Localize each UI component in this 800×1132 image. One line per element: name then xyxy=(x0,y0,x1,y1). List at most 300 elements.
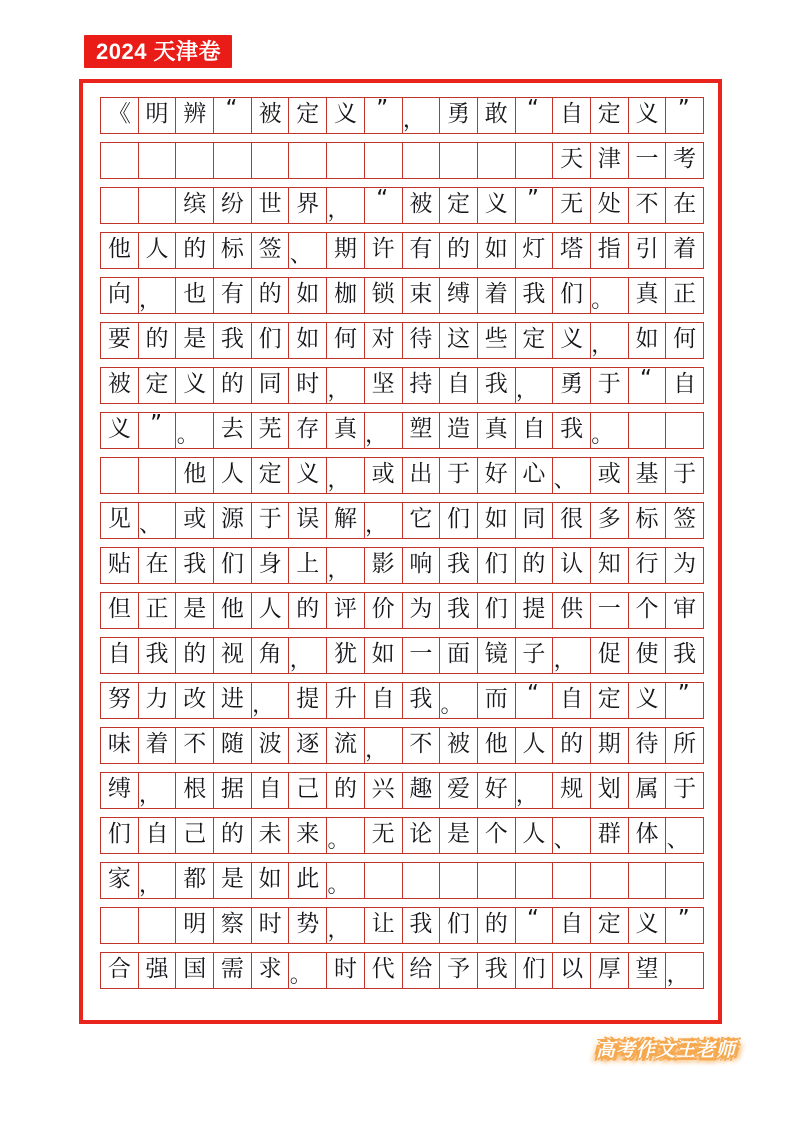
manuscript-char: 是 xyxy=(183,326,207,352)
manuscript-cell xyxy=(516,458,554,493)
manuscript-char: 自 xyxy=(371,686,395,712)
manuscript-char: 如 xyxy=(296,281,320,307)
manuscript-char: 身 xyxy=(258,551,282,577)
manuscript-char: 代 xyxy=(371,956,395,982)
manuscript-cell xyxy=(403,188,441,223)
manuscript-cell xyxy=(214,638,252,673)
manuscript-row xyxy=(100,232,704,269)
manuscript-cell xyxy=(139,773,177,808)
manuscript-cell xyxy=(478,818,516,853)
manuscript-char: 我 xyxy=(183,551,207,577)
manuscript-char: 己 xyxy=(296,776,320,802)
manuscript-cell xyxy=(591,863,629,898)
manuscript-char: 的 xyxy=(560,731,584,757)
manuscript-cell xyxy=(553,323,591,358)
manuscript-cell xyxy=(516,953,554,988)
manuscript-char: 我 xyxy=(145,641,169,667)
manuscript-cell xyxy=(403,773,441,808)
manuscript-cell xyxy=(591,143,629,178)
manuscript-cell xyxy=(176,143,214,178)
manuscript-cell xyxy=(139,233,177,268)
manuscript-cell xyxy=(403,818,441,853)
manuscript-cell xyxy=(629,188,667,223)
manuscript-cell xyxy=(440,593,478,628)
manuscript-char: 或 xyxy=(371,461,395,487)
manuscript-char: 个 xyxy=(635,596,659,622)
manuscript-cell xyxy=(139,548,177,583)
manuscript-cell xyxy=(176,413,214,448)
manuscript-cell xyxy=(327,143,365,178)
manuscript-char: 义 xyxy=(635,101,659,127)
manuscript-cell xyxy=(629,908,667,943)
manuscript-char: 于 xyxy=(258,506,282,532)
manuscript-char: 不 xyxy=(183,731,207,757)
manuscript-cell xyxy=(214,548,252,583)
manuscript-char: 时 xyxy=(333,956,357,982)
manuscript-cell xyxy=(516,593,554,628)
manuscript-char: 人 xyxy=(258,596,282,622)
manuscript-char: 提 xyxy=(522,596,546,622)
manuscript-cell xyxy=(365,683,403,718)
manuscript-row xyxy=(100,367,704,404)
manuscript-char: ” xyxy=(677,908,690,932)
manuscript-char: 让 xyxy=(371,911,395,937)
manuscript-cell xyxy=(478,773,516,808)
manuscript-char: 如 xyxy=(484,506,508,532)
manuscript-cell xyxy=(101,413,139,448)
manuscript-char: 为 xyxy=(673,551,697,577)
manuscript-char: 些 xyxy=(484,326,508,352)
manuscript-char: 的 xyxy=(333,776,357,802)
manuscript-cell xyxy=(365,593,403,628)
manuscript-cell xyxy=(478,953,516,988)
manuscript-char: 我 xyxy=(409,911,433,937)
manuscript-char: 规 xyxy=(560,776,584,802)
manuscript-cell xyxy=(139,503,177,538)
manuscript-cell xyxy=(327,953,365,988)
manuscript-char: 、 xyxy=(553,467,576,493)
manuscript-char: ， xyxy=(252,692,275,718)
manuscript-cell xyxy=(214,233,252,268)
manuscript-char: ， xyxy=(365,422,388,448)
manuscript-cell xyxy=(553,143,591,178)
manuscript-char: 有 xyxy=(220,281,244,307)
manuscript-char: 们 xyxy=(258,326,282,352)
manuscript-char: 义 xyxy=(560,326,584,352)
manuscript-cell xyxy=(591,188,629,223)
manuscript-char: 无 xyxy=(560,191,584,217)
manuscript-char: 枷 xyxy=(333,281,357,307)
manuscript-char: 使 xyxy=(635,641,659,667)
manuscript-char: 正 xyxy=(673,281,697,307)
manuscript-char: 被 xyxy=(107,371,131,397)
manuscript-cell xyxy=(365,143,403,178)
manuscript-row xyxy=(100,277,704,314)
manuscript-char: 芜 xyxy=(258,416,282,442)
manuscript-char: 、 xyxy=(139,512,162,538)
manuscript-char: 有 xyxy=(409,236,433,262)
manuscript-char: 误 xyxy=(296,506,320,532)
manuscript-cell xyxy=(553,278,591,313)
manuscript-char: 的 xyxy=(183,236,207,262)
manuscript-cell xyxy=(176,908,214,943)
manuscript-cell xyxy=(553,548,591,583)
manuscript-char: “ xyxy=(526,908,539,932)
manuscript-char: 是 xyxy=(447,821,471,847)
manuscript-cell xyxy=(553,773,591,808)
manuscript-char: 正 xyxy=(145,596,169,622)
manuscript-cell xyxy=(214,908,252,943)
manuscript-cell xyxy=(176,773,214,808)
manuscript-char: 他 xyxy=(107,236,131,262)
manuscript-cell xyxy=(289,413,327,448)
manuscript-cell xyxy=(252,638,290,673)
manuscript-cell xyxy=(403,413,441,448)
manuscript-grid xyxy=(100,97,704,989)
manuscript-char: ” xyxy=(677,98,690,122)
manuscript-cell xyxy=(252,548,290,583)
manuscript-cell xyxy=(327,863,365,898)
manuscript-cell xyxy=(101,683,139,718)
manuscript-cell xyxy=(176,863,214,898)
manuscript-cell xyxy=(440,638,478,673)
manuscript-cell xyxy=(327,638,365,673)
manuscript-cell xyxy=(101,233,139,268)
manuscript-char: 的 xyxy=(220,371,244,397)
manuscript-cell xyxy=(101,953,139,988)
manuscript-cell xyxy=(101,728,139,763)
manuscript-char: 、 xyxy=(289,242,312,268)
manuscript-cell xyxy=(629,503,667,538)
watermark-label: 高考作文王老师 xyxy=(595,1038,736,1061)
manuscript-cell xyxy=(553,593,591,628)
manuscript-char: 我 xyxy=(560,416,584,442)
manuscript-cell xyxy=(289,773,327,808)
manuscript-cell xyxy=(176,368,214,403)
manuscript-cell xyxy=(214,953,252,988)
manuscript-char: 于 xyxy=(673,461,697,487)
manuscript-cell xyxy=(666,953,704,988)
manuscript-char: 群 xyxy=(597,821,621,847)
manuscript-char: 定 xyxy=(258,461,282,487)
manuscript-char: ， xyxy=(402,107,425,133)
manuscript-char: 好 xyxy=(484,776,508,802)
manuscript-cell xyxy=(516,908,554,943)
manuscript-cell xyxy=(365,98,403,133)
manuscript-char: 何 xyxy=(333,326,357,352)
manuscript-cell xyxy=(139,818,177,853)
manuscript-cell xyxy=(478,413,516,448)
manuscript-row xyxy=(100,682,704,719)
manuscript-char: 在 xyxy=(145,551,169,577)
manuscript-row xyxy=(100,547,704,584)
manuscript-cell xyxy=(516,143,554,178)
manuscript-cell xyxy=(214,683,252,718)
manuscript-cell xyxy=(214,413,252,448)
manuscript-char: 存 xyxy=(296,416,320,442)
manuscript-char: 期 xyxy=(333,236,357,262)
manuscript-cell xyxy=(101,593,139,628)
manuscript-cell xyxy=(478,458,516,493)
manuscript-cell xyxy=(403,458,441,493)
manuscript-char: 。 xyxy=(591,422,614,448)
manuscript-cell xyxy=(252,908,290,943)
manuscript-char: 角 xyxy=(258,641,282,667)
manuscript-char: 而 xyxy=(484,686,508,712)
manuscript-cell xyxy=(440,683,478,718)
manuscript-cell xyxy=(403,863,441,898)
manuscript-cell xyxy=(176,278,214,313)
manuscript-cell xyxy=(327,818,365,853)
manuscript-cell xyxy=(365,953,403,988)
manuscript-cell xyxy=(629,323,667,358)
manuscript-cell xyxy=(629,458,667,493)
manuscript-char: 见 xyxy=(107,506,131,532)
manuscript-char: 以 xyxy=(560,956,584,982)
manuscript-cell xyxy=(403,233,441,268)
manuscript-cell xyxy=(101,818,139,853)
manuscript-char: 面 xyxy=(447,641,471,667)
manuscript-cell xyxy=(365,233,403,268)
manuscript-cell xyxy=(101,278,139,313)
manuscript-char: 敢 xyxy=(484,101,508,127)
manuscript-cell xyxy=(139,188,177,223)
manuscript-cell xyxy=(327,728,365,763)
manuscript-cell xyxy=(666,458,704,493)
manuscript-char: 们 xyxy=(484,551,508,577)
manuscript-cell xyxy=(440,98,478,133)
manuscript-cell xyxy=(289,188,327,223)
manuscript-cell xyxy=(139,953,177,988)
manuscript-cell xyxy=(252,953,290,988)
manuscript-char: 们 xyxy=(220,551,244,577)
manuscript-cell xyxy=(440,548,478,583)
manuscript-cell xyxy=(666,908,704,943)
manuscript-row xyxy=(100,952,704,989)
manuscript-cell xyxy=(629,953,667,988)
manuscript-char: 义 xyxy=(107,416,131,442)
manuscript-char: ， xyxy=(591,332,614,358)
manuscript-char: 。 xyxy=(289,962,312,988)
manuscript-char: 响 xyxy=(409,551,433,577)
manuscript-char: 许 xyxy=(371,236,395,262)
manuscript-cell xyxy=(101,323,139,358)
manuscript-cell xyxy=(478,278,516,313)
manuscript-cell xyxy=(139,98,177,133)
watermark xyxy=(566,1028,766,1068)
manuscript-row xyxy=(100,637,704,674)
manuscript-char: ， xyxy=(289,647,312,673)
manuscript-char: 人 xyxy=(145,236,169,262)
manuscript-char: 向 xyxy=(107,281,131,307)
manuscript-cell xyxy=(516,863,554,898)
manuscript-cell xyxy=(478,143,516,178)
manuscript-char: ” xyxy=(376,98,389,122)
manuscript-cell xyxy=(403,323,441,358)
manuscript-cell xyxy=(365,278,403,313)
manuscript-char: “ xyxy=(640,368,652,392)
manuscript-cell xyxy=(478,98,516,133)
manuscript-char: 缚 xyxy=(107,776,131,802)
manuscript-cell xyxy=(440,413,478,448)
manuscript-cell xyxy=(553,908,591,943)
manuscript-cell xyxy=(289,368,327,403)
manuscript-char: 定 xyxy=(522,326,546,352)
manuscript-cell xyxy=(365,728,403,763)
exam-paper-badge xyxy=(84,35,232,68)
manuscript-char: 自 xyxy=(560,911,584,937)
manuscript-char: 不 xyxy=(409,731,433,757)
manuscript-cell xyxy=(403,278,441,313)
manuscript-char: 自 xyxy=(145,821,169,847)
manuscript-char: 如 xyxy=(296,326,320,352)
manuscript-cell xyxy=(101,908,139,943)
manuscript-char: ， xyxy=(139,782,162,808)
manuscript-cell xyxy=(516,233,554,268)
manuscript-cell xyxy=(440,143,478,178)
manuscript-cell xyxy=(553,953,591,988)
manuscript-char: 签 xyxy=(258,236,282,262)
manuscript-cell xyxy=(252,323,290,358)
manuscript-cell xyxy=(289,908,327,943)
manuscript-cell xyxy=(666,278,704,313)
manuscript-cell xyxy=(478,323,516,358)
manuscript-char: 的 xyxy=(220,821,244,847)
manuscript-char: 标 xyxy=(635,506,659,532)
manuscript-cell xyxy=(516,98,554,133)
manuscript-char: 如 xyxy=(371,641,395,667)
manuscript-cell xyxy=(289,278,327,313)
manuscript-cell xyxy=(289,548,327,583)
manuscript-char: 如 xyxy=(484,236,508,262)
manuscript-cell xyxy=(327,233,365,268)
manuscript-cell xyxy=(365,323,403,358)
manuscript-cell xyxy=(139,728,177,763)
manuscript-cell xyxy=(629,683,667,718)
manuscript-char: 国 xyxy=(183,956,207,982)
manuscript-char: 时 xyxy=(258,911,282,937)
manuscript-cell xyxy=(365,188,403,223)
manuscript-cell xyxy=(629,368,667,403)
manuscript-cell xyxy=(214,728,252,763)
manuscript-cell xyxy=(553,368,591,403)
manuscript-row xyxy=(100,187,704,224)
manuscript-cell xyxy=(289,98,327,133)
manuscript-char: 是 xyxy=(220,866,244,892)
manuscript-cell xyxy=(478,638,516,673)
manuscript-cell xyxy=(214,323,252,358)
manuscript-cell xyxy=(176,323,214,358)
manuscript-char: 爱 xyxy=(447,776,471,802)
manuscript-cell xyxy=(139,638,177,673)
manuscript-char: ， xyxy=(327,557,350,583)
manuscript-cell xyxy=(176,953,214,988)
manuscript-cell xyxy=(629,548,667,583)
manuscript-char: “ xyxy=(526,683,539,707)
manuscript-char: ， xyxy=(365,737,388,763)
manuscript-char: 升 xyxy=(333,686,357,712)
manuscript-cell xyxy=(101,188,139,223)
manuscript-char: 被 xyxy=(258,101,282,127)
manuscript-cell xyxy=(289,683,327,718)
manuscript-char: 义 xyxy=(484,191,508,217)
manuscript-cell xyxy=(666,413,704,448)
manuscript-cell xyxy=(403,548,441,583)
manuscript-row xyxy=(100,412,704,449)
manuscript-cell xyxy=(214,773,252,808)
manuscript-char: 的 xyxy=(258,281,282,307)
manuscript-cell xyxy=(327,323,365,358)
manuscript-char: 波 xyxy=(258,731,282,757)
manuscript-cell xyxy=(214,368,252,403)
manuscript-char: 兴 xyxy=(371,776,395,802)
manuscript-cell xyxy=(289,818,327,853)
manuscript-cell xyxy=(629,863,667,898)
manuscript-char: 都 xyxy=(183,866,207,892)
manuscript-paper-frame xyxy=(79,79,722,1024)
manuscript-char: 他 xyxy=(220,596,244,622)
manuscript-cell xyxy=(516,728,554,763)
manuscript-char: 辨 xyxy=(183,101,207,127)
manuscript-cell xyxy=(516,773,554,808)
manuscript-cell xyxy=(440,188,478,223)
manuscript-cell xyxy=(214,818,252,853)
manuscript-cell xyxy=(176,818,214,853)
manuscript-char: 如 xyxy=(258,866,282,892)
manuscript-cell xyxy=(403,593,441,628)
manuscript-char: 随 xyxy=(220,731,244,757)
manuscript-char: 定 xyxy=(597,101,621,127)
manuscript-char: 无 xyxy=(371,821,395,847)
manuscript-char: 自 xyxy=(673,371,697,397)
manuscript-cell xyxy=(214,278,252,313)
manuscript-cell xyxy=(553,638,591,673)
manuscript-cell xyxy=(440,278,478,313)
manuscript-cell xyxy=(440,233,478,268)
manuscript-char: 未 xyxy=(258,821,282,847)
manuscript-cell xyxy=(289,953,327,988)
manuscript-cell xyxy=(591,818,629,853)
manuscript-char: 源 xyxy=(220,506,244,532)
manuscript-cell xyxy=(666,728,704,763)
manuscript-cell xyxy=(440,458,478,493)
manuscript-cell xyxy=(139,413,177,448)
manuscript-cell xyxy=(666,683,704,718)
manuscript-char: 义 xyxy=(333,101,357,127)
manuscript-char: 纷 xyxy=(220,191,244,217)
manuscript-char: 如 xyxy=(635,326,659,352)
manuscript-char: 。 xyxy=(176,422,199,448)
manuscript-char: ， xyxy=(515,782,538,808)
manuscript-cell xyxy=(252,728,290,763)
manuscript-cell xyxy=(139,368,177,403)
manuscript-cell xyxy=(666,863,704,898)
manuscript-cell xyxy=(139,278,177,313)
manuscript-char: 镜 xyxy=(484,641,508,667)
manuscript-cell xyxy=(440,908,478,943)
manuscript-char: 基 xyxy=(635,461,659,487)
manuscript-char: ， xyxy=(139,872,162,898)
manuscript-char: 味 xyxy=(107,731,131,757)
manuscript-cell xyxy=(176,683,214,718)
manuscript-cell xyxy=(365,458,403,493)
manuscript-cell xyxy=(591,548,629,583)
manuscript-cell xyxy=(101,143,139,178)
manuscript-char: 提 xyxy=(296,686,320,712)
manuscript-char: 真 xyxy=(484,416,508,442)
manuscript-cell xyxy=(252,233,290,268)
manuscript-char: 何 xyxy=(673,326,697,352)
